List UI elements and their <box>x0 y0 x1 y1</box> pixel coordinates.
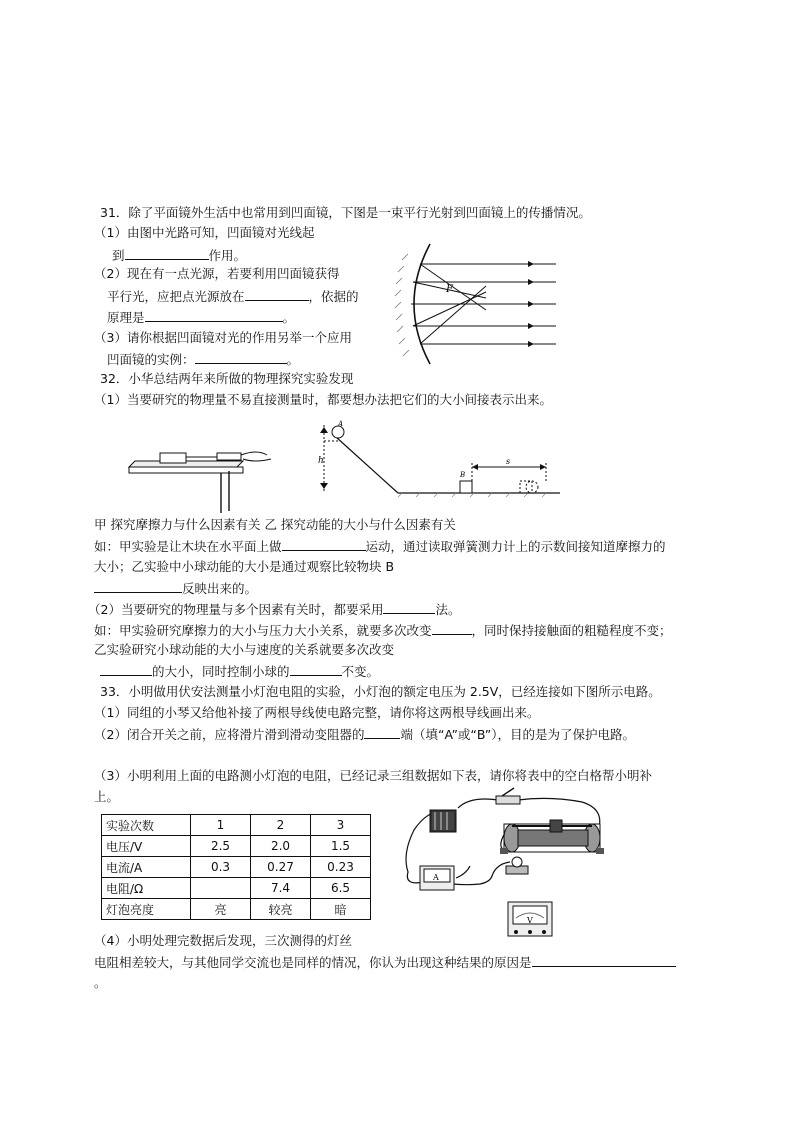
q32-answer-blank-2[interactable] <box>94 580 182 593</box>
ball-label: A <box>338 420 344 428</box>
svg-text:A: A <box>433 873 439 882</box>
table-cell: 1 <box>191 815 251 836</box>
battery-icon <box>430 810 456 832</box>
table-cell: 亮 <box>191 899 251 920</box>
table-cell: 电阻/Ω <box>102 878 191 899</box>
voltmeter-icon <box>508 902 552 936</box>
table-cell: 2.5 <box>191 836 251 857</box>
block-label: B <box>460 471 466 479</box>
ammeter-icon <box>420 866 454 890</box>
q31-part2-line3: 原理是 。 <box>107 310 296 325</box>
q32-example-line4: 如：甲实验研究摩擦力的大小与压力大小关系，就要多次改变 ，同时保持接触面的粗糙程度不变； <box>94 623 672 638</box>
switch-icon <box>496 788 520 804</box>
bulb-icon <box>506 857 528 874</box>
table-cell: 2.0 <box>251 836 311 857</box>
circuit-figure <box>400 790 615 950</box>
height-label: h <box>318 456 324 466</box>
resistance-blank-cell[interactable] <box>191 878 251 899</box>
q32-figure-caption: 甲 探究摩擦力与什么因素有关 乙 探究动能的大小与什么因素有关 <box>94 517 456 532</box>
focus-label: F <box>446 284 453 295</box>
table-cell: 7.4 <box>251 878 311 899</box>
q32-part2: （2）当要研究的物理量与多个因素有关时，都要采用 法。 <box>88 602 461 617</box>
q31-part2-line2: 平行光，应把点光源放在 ，依据的 <box>107 289 359 304</box>
q32-example-line2: 大小；乙实验中小球动能的大小是通过观察比较物块 B <box>94 559 395 574</box>
q32-answer-blank-1[interactable] <box>282 538 366 551</box>
table-row <box>102 836 371 857</box>
table-cell: 0.23 <box>311 857 371 878</box>
q33-part4-line3: 。 <box>94 975 107 990</box>
table-cell: 较亮 <box>251 899 311 920</box>
q31-part2-line1: （2）现在有一点光源，若要利用凹面镜获得 <box>94 266 340 281</box>
q31-part3-line2: 凹面镜的实例： 。 <box>107 352 300 367</box>
q32-example-line5: 乙实验研究小球动能的大小与速度的关系就要多次改变 <box>94 642 395 657</box>
table-cell: 6.5 <box>311 878 371 899</box>
q31-part3-line1: （3）请你根据凹面镜对光的作用另举一个应用 <box>94 330 352 345</box>
table-cell: 灯泡亮度 <box>102 899 191 920</box>
table-cell: 0.3 <box>191 857 251 878</box>
q31-answer-blank-1[interactable] <box>125 247 209 260</box>
q31-part1-line2: 到 作用。 <box>112 248 247 263</box>
q32-part1: （1）当要研究的物理量不易直接测量时，都要想办法把它们的大小间接表示出来。 <box>94 392 552 407</box>
table-row <box>102 857 371 878</box>
q33-stem: 33．小明做用伏安法测量小灯泡电阻的实验，小灯泡的额定电压为 2.5V，已经连接如下图所示电路。 <box>100 684 661 699</box>
table-row <box>102 878 371 899</box>
q32-stem: 32．小华总结两年来所做的物理探究实验发现 <box>100 371 354 386</box>
table-cell: 3 <box>311 815 371 836</box>
table-cell: 实验次数 <box>102 815 191 836</box>
q31-part1-line1: （1）由图中光路可知，凹面镜对光线起 <box>94 225 315 240</box>
table-cell: 电流/A <box>102 857 191 878</box>
q32-example-line3: 反映出来的。 <box>94 580 257 597</box>
table-header-row <box>102 815 371 836</box>
table-cell: 1.5 <box>311 836 371 857</box>
q32-answer-blank-5[interactable] <box>100 663 152 676</box>
q33-part2: （2）闭合开关之前，应将滑片滑到滑动变阻器的 端（填“A”或“B”），目的是为了保护电路。 <box>94 727 636 742</box>
table-cell: 0.27 <box>251 857 311 878</box>
q33-part3-line1: （3）小明利用上面的电路测小灯泡的电阻，已经记录三组数据如下表，请你将表中的空白格帮小明补 <box>94 768 652 783</box>
table-cell: 2 <box>251 815 311 836</box>
kinetic-energy-experiment-figure <box>310 420 570 498</box>
q31-answer-blank-4[interactable] <box>195 351 287 364</box>
distance-label: s <box>506 457 511 466</box>
table-row <box>102 899 371 920</box>
table-cell: 暗 <box>311 899 371 920</box>
q31-answer-blank-3[interactable] <box>145 309 283 322</box>
q33-answer-blank-2[interactable] <box>532 954 676 967</box>
q33-answer-blank-1[interactable] <box>364 726 400 739</box>
q32-example-line1: 如：甲实验是让木块在水平面上做 运动，通过读取弹簧测力计上的示数间接知道摩擦力的 <box>94 539 666 554</box>
q32-answer-blank-4[interactable] <box>432 622 472 635</box>
friction-experiment-figure <box>125 445 275 515</box>
svg-text:V: V <box>527 916 533 925</box>
rheostat-icon <box>500 820 604 854</box>
data-table <box>101 814 371 920</box>
table-cell: 电压/V <box>102 836 191 857</box>
q33-part1: （1）同组的小琴又给他补接了两根导线使电路完整，请你将这两根导线画出来。 <box>94 705 540 720</box>
q33-part3-line2: 上。 <box>94 789 120 804</box>
q32-answer-blank-6[interactable] <box>290 663 342 676</box>
concave-mirror-figure <box>396 240 566 368</box>
q32-answer-blank-3[interactable] <box>383 601 435 614</box>
q31-stem: 31．除了平面镜外生活中也常用到凹面镜，下图是一束平行光射到凹面镜上的传播情况。 <box>100 205 591 220</box>
q33-part4-line2: 电阻相差较大，与其他同学交流也是同样的情况，你认为出现这种结果的原因是 <box>94 954 676 971</box>
q31-answer-blank-2[interactable] <box>245 288 309 301</box>
q32-example-line6: 的大小，同时控制小球的 不变。 <box>100 663 379 680</box>
q33-part4-line1: （4）小明处理完数据后发现，三次测得的灯丝 <box>94 933 352 948</box>
